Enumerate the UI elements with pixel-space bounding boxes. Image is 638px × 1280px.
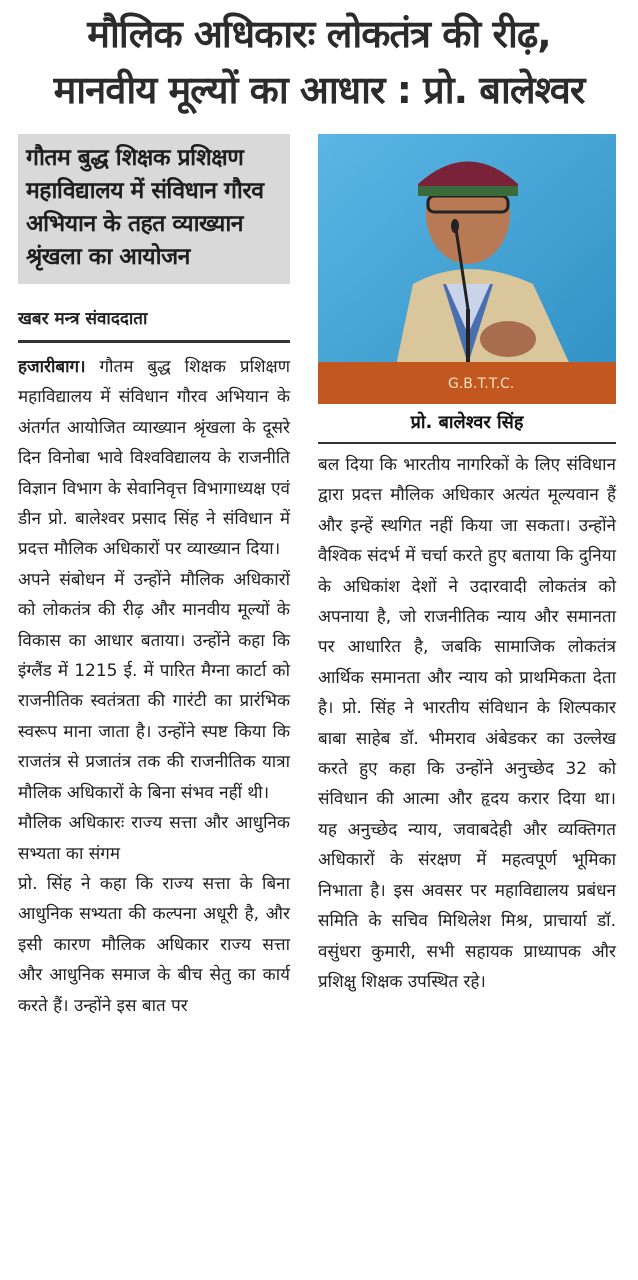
- paragraph-1-text: गौतम बुद्ध शिक्षक प्रशिक्षण महाविद्यालय में संविधान गौरव अभियान के अंतर्गत आयोजित व्याख्यान श्रृंखला के दूसरे दिन विनोबा भावे विश्वविद्यालय के राजनीति विज्ञान विभाग के सेवानिवृत्त विभागाध्यक्ष एवं डीन प्रो. बालेश्वर प्रसाद सिंह ने संविधान में प्रदत्त मौलिक अधिकारों पर व्याख्यान दिया।: [18, 357, 291, 560]
- byline-divider: [18, 340, 290, 343]
- paragraph-3-continued: बल दिया कि भारतीय नागरिकों के लिए संविधान द्वारा प्रदत्त मौलिक अधिकार अत्यंत मूल्यवान हैं और इन्हें स्थगित नहीं किया जा सकता। उन्होंने वैश्विक संदर्भ में चर्चा करते हुए बताया कि दुनिया के अधिकांश देशों ने उदारवादी लोकतंत्र को अपनाया है, जो राजनीतिक न्याय और समानता पर आधारित है, जबकि सामाजिक लोकतंत्र आर्थिक समानता और न्याय को प्राथमिकता देता है। प्रो. सिंह ने भारतीय संविधान के शिल्पकार बाबा साहेब डॉ. भीमराव अंबेडकर का उल्लेख करते हुए कहा कि उन्होंने अनुच्छेद 32 को संविधान की आत्मा और हृदय करार दिया था। यह अनुच्छेद न्याय, जवाबदेही और व्यक्तिगत अधिकारों के संरक्षण में महत्वपूर्ण भूमिका निभाता है। इस अवसर पर महाविद्यालय प्रबंधन समिति के सचिव मिथिलेश मिश्र, प्राचार्या डॉ. वसुंधरा कुमारी, सभी सहायक प्राध्यापक और प्रशिक्षु शिक्षक उपस्थित रहे।: [318, 455, 616, 992]
- paragraph-2: अपने संबोधन में उन्होंने मौलिक अधिकारों को लोकतंत्र की रीढ़ और मानवीय मूल्यों के विकास का आधार बताया। उन्होंने कहा कि इंग्लैंड में 1215 ई. में पारित मैग्ना कार्टा को राजनीतिक स्वतंत्रता की गारंटी का प्रारंभिक स्वरूप माना जाता है। उन्होंने स्पष्ट किया कि राजतंत्र से प्रजातंत्र तक की राजनीतिक यात्रा मौलिक अधिकारों के बिना संभव नहीं थी।: [18, 569, 290, 803]
- photo-caption: प्रो. बालेश्वर सिंह: [410, 412, 524, 433]
- article-column-right: [318, 450, 616, 997]
- speaker-photo: [318, 134, 616, 404]
- byline: खबर मन्त्र संवाददाता: [18, 309, 148, 329]
- speaker-photo-illustration: [318, 134, 616, 404]
- headline-line-1: मौलिक अधिकारः लोकतंत्र की रीढ़,: [87, 12, 551, 56]
- podium-sign-text: G.B.T.T.C.: [448, 376, 515, 392]
- caption-divider: [318, 442, 616, 444]
- headline: [0, 6, 638, 118]
- subheadline-box: गौतम बुद्ध शिक्षक प्रशिक्षण महाविद्यालय में संविधान गौरव अभियान के तहत व्याख्यान श्रृंखला का आयोजन: [18, 134, 290, 284]
- section-heading: मौलिक अधिकारः राज्य सत्ता और आधुनिक सभ्यता का संगम: [18, 813, 290, 864]
- paragraph-3: प्रो. सिंह ने कहा कि राज्य सत्ता के बिना आधुनिक सभ्यता की कल्पना अधूरी है, और इसी कारण मौलिक अधिकार राज्य सत्ता और आधुनिक समाज के बीच सेतु का कार्य करते हैं। उन्होंने इस बात पर: [18, 873, 290, 1016]
- article-column-left: [18, 352, 290, 1021]
- paragraph-1: [18, 352, 290, 565]
- dateline: हजारीबाग।: [18, 357, 86, 377]
- headline-line-2: मानवीय मूल्यों का आधार : प्रो. बालेश्वर: [53, 68, 585, 112]
